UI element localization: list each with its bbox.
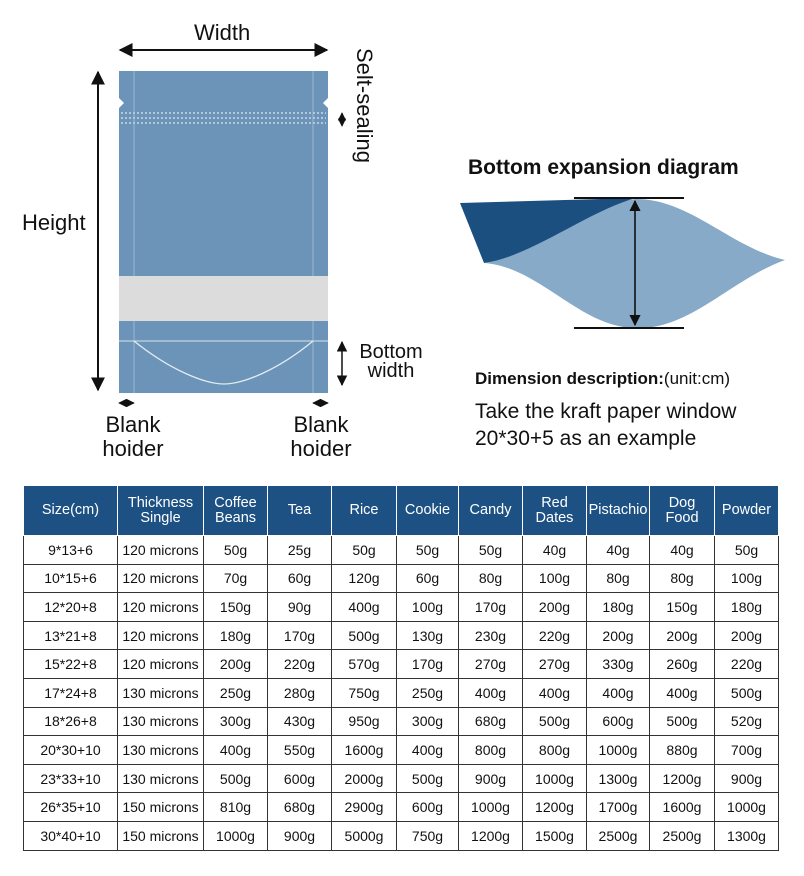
column-header: Red Dates (523, 486, 587, 536)
capacity-cell: 250g (204, 678, 268, 707)
capacity-cell: 1000g (523, 764, 587, 793)
capacity-cell: 1300g (715, 821, 779, 850)
capacity-cell: 60g (268, 564, 332, 593)
capacity-cell: 40g (587, 536, 650, 565)
capacity-cell: 80g (650, 564, 715, 593)
thickness-cell: 150 microns (118, 821, 204, 850)
capacity-cell: 1600g (332, 736, 397, 765)
capacity-cell: 200g (650, 621, 715, 650)
capacity-cell: 300g (397, 707, 459, 736)
capacity-cell: 550g (268, 736, 332, 765)
capacity-cell: 280g (268, 678, 332, 707)
capacity-cell: 520g (715, 707, 779, 736)
capacity-cell: 50g (459, 536, 523, 565)
table-header-row (24, 486, 779, 536)
capacity-cell: 2900g (332, 793, 397, 822)
capacity-table (23, 485, 779, 851)
capacity-cell: 700g (715, 736, 779, 765)
capacity-cell: 25g (268, 536, 332, 565)
thickness-cell: 120 microns (118, 593, 204, 622)
column-header: Powder (715, 486, 779, 536)
capacity-cell: 60g (397, 564, 459, 593)
size-cell: 15*22+8 (24, 650, 118, 679)
size-cell: 10*15+6 (24, 564, 118, 593)
capacity-cell: 220g (268, 650, 332, 679)
thickness-cell: 120 microns (118, 536, 204, 565)
capacity-cell: 40g (523, 536, 587, 565)
capacity-cell: 680g (459, 707, 523, 736)
capacity-cell: 600g (587, 707, 650, 736)
capacity-cell: 1200g (650, 764, 715, 793)
capacity-cell: 2500g (650, 821, 715, 850)
capacity-cell: 500g (332, 621, 397, 650)
size-cell: 20*30+10 (24, 736, 118, 765)
size-cell: 17*24+8 (24, 678, 118, 707)
capacity-cell: 750g (397, 821, 459, 850)
table-row (24, 793, 779, 822)
capacity-cell: 270g (523, 650, 587, 679)
capacity-cell: 100g (397, 593, 459, 622)
size-cell: 23*33+10 (24, 764, 118, 793)
thickness-cell: 130 microns (118, 764, 204, 793)
capacity-cell: 270g (459, 650, 523, 679)
table-row (24, 678, 779, 707)
capacity-cell: 150g (650, 593, 715, 622)
capacity-cell: 750g (332, 678, 397, 707)
capacity-cell: 500g (650, 707, 715, 736)
capacity-cell: 180g (204, 621, 268, 650)
column-header: Tea (268, 486, 332, 536)
capacity-cell: 500g (523, 707, 587, 736)
table-row (24, 736, 779, 765)
capacity-cell: 180g (715, 593, 779, 622)
expansion-title: Bottom expansion diagram (468, 156, 739, 179)
capacity-cell: 90g (268, 593, 332, 622)
capacity-cell: 400g (459, 678, 523, 707)
capacity-cell: 900g (459, 764, 523, 793)
capacity-cell: 950g (332, 707, 397, 736)
capacity-cell: 80g (459, 564, 523, 593)
capacity-cell: 900g (268, 821, 332, 850)
capacity-cell: 300g (204, 707, 268, 736)
capacity-cell: 1700g (587, 793, 650, 822)
capacity-cell: 400g (332, 593, 397, 622)
capacity-cell: 170g (459, 593, 523, 622)
capacity-cell: 100g (523, 564, 587, 593)
capacity-cell: 2000g (332, 764, 397, 793)
capacity-cell: 130g (397, 621, 459, 650)
size-cell: 13*21+8 (24, 621, 118, 650)
capacity-cell: 880g (650, 736, 715, 765)
column-header: Cookie (397, 486, 459, 536)
capacity-cell: 50g (715, 536, 779, 565)
table-row (24, 564, 779, 593)
bottom-width-label: Bottom width (359, 341, 423, 382)
column-header: Thickness Single (118, 486, 204, 536)
capacity-cell: 800g (459, 736, 523, 765)
thickness-cell: 130 microns (118, 678, 204, 707)
expansion-diagram (440, 185, 804, 345)
capacity-cell: 430g (268, 707, 332, 736)
thickness-cell: 150 microns (118, 793, 204, 822)
capacity-cell: 50g (204, 536, 268, 565)
thickness-cell: 130 microns (118, 736, 204, 765)
capacity-cell: 600g (397, 793, 459, 822)
column-header: Coffee Beans (204, 486, 268, 536)
capacity-cell: 170g (268, 621, 332, 650)
thickness-cell: 120 microns (118, 650, 204, 679)
capacity-cell: 200g (204, 650, 268, 679)
capacity-cell: 1000g (715, 793, 779, 822)
capacity-cell: 260g (650, 650, 715, 679)
capacity-cell: 400g (397, 736, 459, 765)
capacity-cell: 1200g (523, 793, 587, 822)
capacity-cell: 1200g (459, 821, 523, 850)
column-header: Rice (332, 486, 397, 536)
capacity-cell: 1600g (650, 793, 715, 822)
capacity-cell: 2500g (587, 821, 650, 850)
table-row (24, 821, 779, 850)
column-header: Size(cm) (24, 486, 118, 536)
capacity-cell: 100g (715, 564, 779, 593)
capacity-cell: 900g (715, 764, 779, 793)
capacity-cell: 1300g (587, 764, 650, 793)
capacity-cell: 400g (587, 678, 650, 707)
column-header: Pistachio (587, 486, 650, 536)
capacity-cell: 570g (332, 650, 397, 679)
capacity-cell: 1000g (587, 736, 650, 765)
capacity-cell: 1500g (523, 821, 587, 850)
capacity-cell: 220g (715, 650, 779, 679)
capacity-cell: 500g (397, 764, 459, 793)
blank-holder-right-label: Blank hoider (290, 412, 352, 461)
table-row (24, 650, 779, 679)
capacity-cell: 800g (523, 736, 587, 765)
height-label: Height (22, 210, 86, 235)
capacity-cell: 200g (523, 593, 587, 622)
example-text: Take the kraft paper window 20*30+5 as an example (475, 400, 737, 450)
capacity-cell: 150g (204, 593, 268, 622)
size-cell: 9*13+6 (24, 536, 118, 565)
capacity-cell: 400g (204, 736, 268, 765)
table-row (24, 621, 779, 650)
capacity-cell: 50g (397, 536, 459, 565)
table-row (24, 707, 779, 736)
size-cell: 18*26+8 (24, 707, 118, 736)
column-header: Candy (459, 486, 523, 536)
table-row (24, 764, 779, 793)
self-sealing-label: Selt-sealing (352, 48, 377, 163)
capacity-cell: 810g (204, 793, 268, 822)
capacity-cell: 5000g (332, 821, 397, 850)
capacity-cell: 1000g (204, 821, 268, 850)
thickness-cell: 120 microns (118, 564, 204, 593)
size-cell: 26*35+10 (24, 793, 118, 822)
thickness-cell: 120 microns (118, 621, 204, 650)
width-label: Width (194, 20, 251, 45)
capacity-cell: 120g (332, 564, 397, 593)
blank-holder-left-label: Blank hoider (102, 412, 164, 461)
dimension-description: Dimension description:(unit:cm) (475, 369, 731, 388)
capacity-cell: 1000g (459, 793, 523, 822)
capacity-cell: 680g (268, 793, 332, 822)
size-cell: 12*20+8 (24, 593, 118, 622)
table-row (24, 536, 779, 565)
capacity-cell: 230g (459, 621, 523, 650)
table-row (24, 593, 779, 622)
capacity-cell: 400g (650, 678, 715, 707)
capacity-cell: 500g (204, 764, 268, 793)
capacity-cell: 80g (587, 564, 650, 593)
capacity-cell: 180g (587, 593, 650, 622)
thickness-cell: 130 microns (118, 707, 204, 736)
capacity-cell: 170g (397, 650, 459, 679)
capacity-cell: 200g (587, 621, 650, 650)
pouch-body (119, 71, 328, 393)
capacity-cell: 220g (523, 621, 587, 650)
column-header: Dog Food (650, 486, 715, 536)
capacity-cell: 40g (650, 536, 715, 565)
capacity-cell: 250g (397, 678, 459, 707)
capacity-cell: 400g (523, 678, 587, 707)
capacity-cell: 500g (715, 678, 779, 707)
capacity-cell: 330g (587, 650, 650, 679)
capacity-cell: 600g (268, 764, 332, 793)
size-cell: 30*40+10 (24, 821, 118, 850)
capacity-cell: 70g (204, 564, 268, 593)
kraft-window (119, 276, 328, 321)
capacity-cell: 50g (332, 536, 397, 565)
capacity-cell: 200g (715, 621, 779, 650)
